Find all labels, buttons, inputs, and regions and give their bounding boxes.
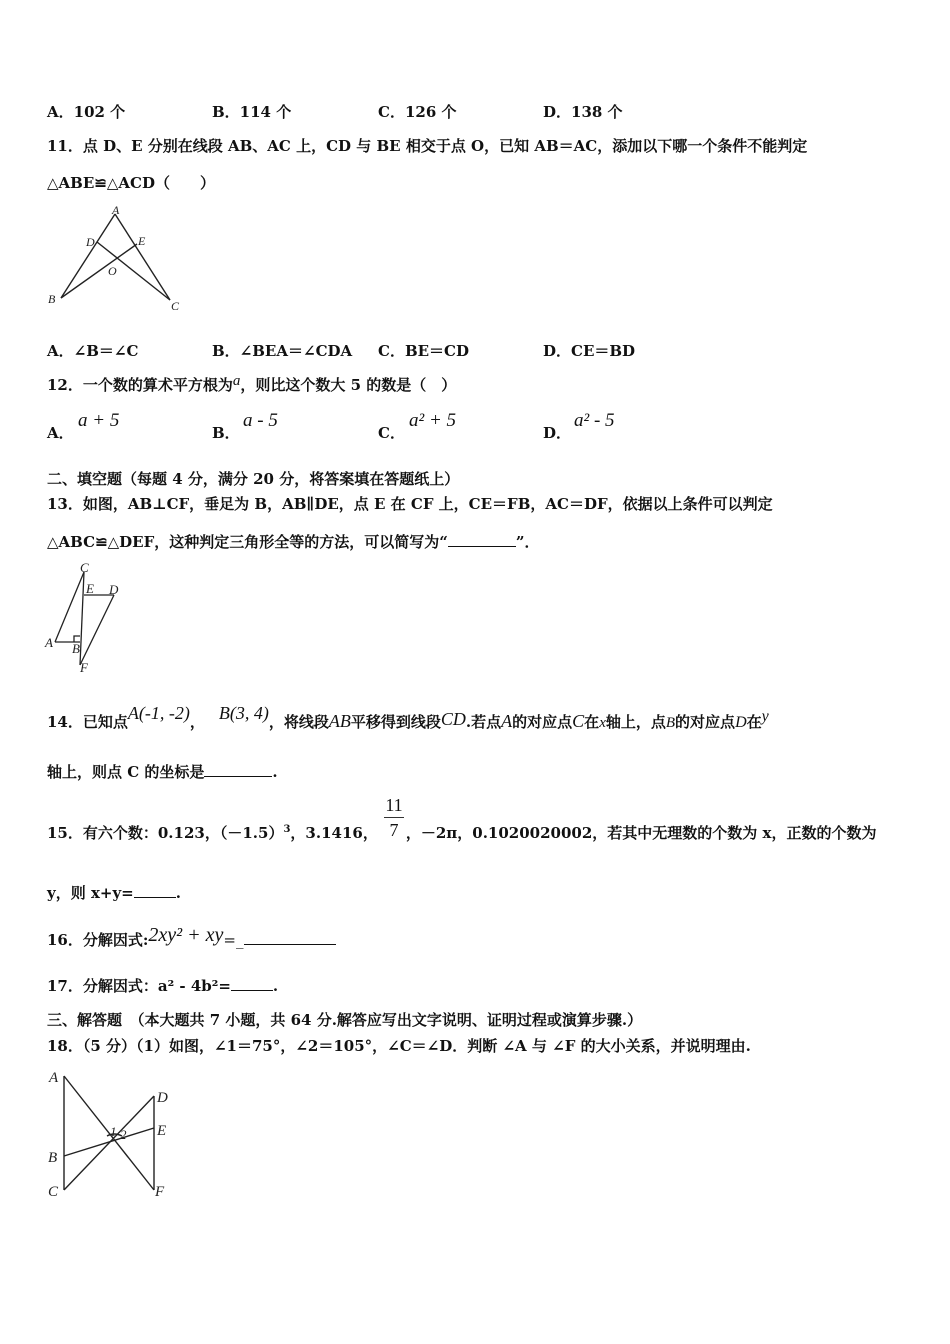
q18-label-f: F: [155, 1184, 165, 1200]
q11-label-c: C: [171, 299, 180, 313]
q14-line2-text: 轴上，则点 C 的坐标是: [47, 763, 205, 781]
q18-figure: [44, 1066, 184, 1204]
q12-stem-var: a: [232, 373, 241, 389]
q15-fraction-num: 11: [385, 795, 403, 815]
q15-answer-blank: [134, 897, 176, 898]
q15-fraction-den: 7: [389, 820, 399, 840]
q14-point-a: A(-1, -2): [127, 703, 190, 723]
q13-stem-line2: [47, 533, 540, 551]
q16-expression: 2xy² + xy: [148, 924, 224, 946]
q10-option-c: C．126 个: [378, 103, 457, 121]
q14-var-x: x: [599, 715, 606, 731]
q11-stem-line1: 11．点 D、E 分别在线段 AB、AC 上，CD 与 BE 相交于点 O，已知 AB＝AC，添加以下哪一个条件不能判定: [47, 137, 808, 155]
q14-text-3: 平移得到线段: [350, 713, 441, 731]
q16-answer-blank: [244, 944, 336, 945]
q13-label-a: A: [45, 635, 53, 650]
q13-label-c: C: [80, 560, 89, 575]
q12-option-b-letter: B．: [212, 424, 240, 442]
q13-label-d: D: [109, 582, 119, 597]
q12-stem: [47, 373, 457, 395]
q14-var-c: C: [572, 711, 585, 731]
q10-option-d: D．138 个: [543, 103, 623, 121]
q14-line1: [47, 703, 769, 732]
q13-stem-line1: 13．如图，AB⊥CF，垂足为 B，AB∥DE，点 E 在 CF 上，CE＝FB，AC＝DF，依据以上条件可以判定: [47, 495, 773, 513]
q18-label-2: 2: [120, 1127, 127, 1142]
q18-stem: 18．（5 分）（1）如图，∠1＝75°，∠2＝105°，∠C＝∠D．判断 ∠A 与 ∠F 的大小关系，并说明理由.: [47, 1037, 751, 1055]
q15-line1: [47, 821, 876, 842]
q14-segment-cd: CD: [440, 709, 466, 729]
q14-line2-end: .: [272, 763, 278, 781]
q15-line2-end: .: [175, 884, 181, 902]
q14-text-7: 轴上，点: [605, 713, 666, 731]
q17-line: [47, 977, 278, 995]
q13-figure: [42, 560, 132, 678]
q12-option-d-letter: D．: [543, 424, 572, 442]
q10-option-b: B．114 个: [212, 103, 292, 121]
q11-figure: [45, 202, 185, 314]
q18-label-d: D: [157, 1090, 168, 1106]
section2-heading: 二、填空题（每题 4 分，满分 20 分，将答案填在答题纸上）: [47, 470, 460, 488]
q13-label-f: F: [80, 660, 88, 675]
q12-stem-suffix: ，则比这个数大 5 的数是（ ）: [240, 376, 457, 394]
q18-label-1: 1: [110, 1124, 117, 1139]
q14-text-5: 的对应点: [512, 713, 573, 731]
q18-label-a: A: [49, 1070, 59, 1086]
q14-text-4: .若点: [465, 713, 502, 731]
q17-answer-blank: [231, 990, 273, 991]
q13-stem-line2-end: ”．: [515, 533, 540, 551]
q14-text-2: ，将线段: [268, 713, 329, 731]
q14-segment-ab: AB: [328, 711, 351, 731]
q13-stem-line2-text: △ABC≌△DEF，这种判定三角形全等的方法，可以简写为“: [47, 533, 448, 551]
q11-label-a: A: [112, 203, 120, 217]
q15-line2: [47, 884, 181, 902]
q14-var-d: D: [735, 714, 747, 731]
q11-label-e: E: [138, 234, 146, 248]
q14-text-9: 在: [746, 713, 762, 731]
q10-option-a: A．102 个: [47, 103, 126, 121]
q15-text-2: ，3.1416，: [290, 824, 378, 842]
q14-text-8: 的对应点: [675, 713, 736, 731]
q12-option-a-expr: a + 5: [78, 410, 120, 431]
q17-end: .: [272, 977, 279, 995]
section3-heading: 三、解答题 （本大题共 7 小题，共 64 分.解答应写出文字说明、证明过程或演算步骤.）: [47, 1011, 643, 1029]
q12-option-d-expr: a² - 5: [574, 410, 615, 431]
q14-comma: ，: [189, 713, 205, 731]
q15-text-3: ，－2π，0.1020020002，若其中无理数的个数为 x，正数的个数为: [405, 824, 877, 842]
q16-line: [47, 924, 336, 949]
q12-option-c-letter: C．: [378, 424, 405, 442]
q15-text-1: 15．有六个数：0.123，（－1.5）: [47, 824, 284, 842]
q13-label-b: B: [72, 641, 80, 656]
q11-option-d: D．CE＝BD: [543, 342, 636, 360]
q12-option-c-expr: a² + 5: [409, 410, 457, 431]
q17-text: 17．分解因式：a² - 4b²=: [47, 977, 231, 995]
q14-var-b: B: [665, 715, 676, 731]
q13-label-e: E: [86, 581, 94, 596]
q11-label-b: B: [48, 292, 56, 306]
q18-label-c: C: [48, 1184, 59, 1200]
q11-label-d: D: [86, 235, 95, 249]
q14-point-b: B(3, 4): [218, 703, 269, 723]
q18-label-e: E: [157, 1123, 167, 1139]
q12-option-a-letter: A．: [47, 424, 74, 442]
q15-exponent: 3: [283, 824, 291, 835]
q11-stem-line2: △ABE≌△ACD（ ）: [47, 174, 215, 192]
q12-stem-prefix: 12．一个数的算术平方根为: [47, 376, 233, 394]
q14-var-y: y: [761, 708, 769, 725]
q12-option-b-expr: a - 5: [243, 410, 278, 431]
q14-line2: [47, 763, 278, 781]
q15-fraction: [382, 795, 406, 840]
q14-answer-blank: [204, 776, 272, 777]
q11-label-o: O: [108, 264, 117, 278]
q11-option-c: C．BE＝CD: [378, 342, 469, 360]
q14-text-6: 在: [584, 713, 600, 731]
q14-var-a: A: [501, 711, 513, 731]
q14-text-1: 14．已知点: [47, 713, 128, 731]
q16-equals: =_: [223, 931, 244, 949]
q13-answer-blank: [448, 546, 516, 547]
q15-line2-text: y，则 x+y=: [47, 884, 134, 902]
q16-text-1: 16．分解因式:: [47, 931, 149, 949]
q11-option-b: B．∠BEA＝∠CDA: [212, 342, 353, 360]
q11-option-a: A．∠B＝∠C: [47, 342, 139, 360]
q18-label-b: B: [48, 1150, 58, 1166]
